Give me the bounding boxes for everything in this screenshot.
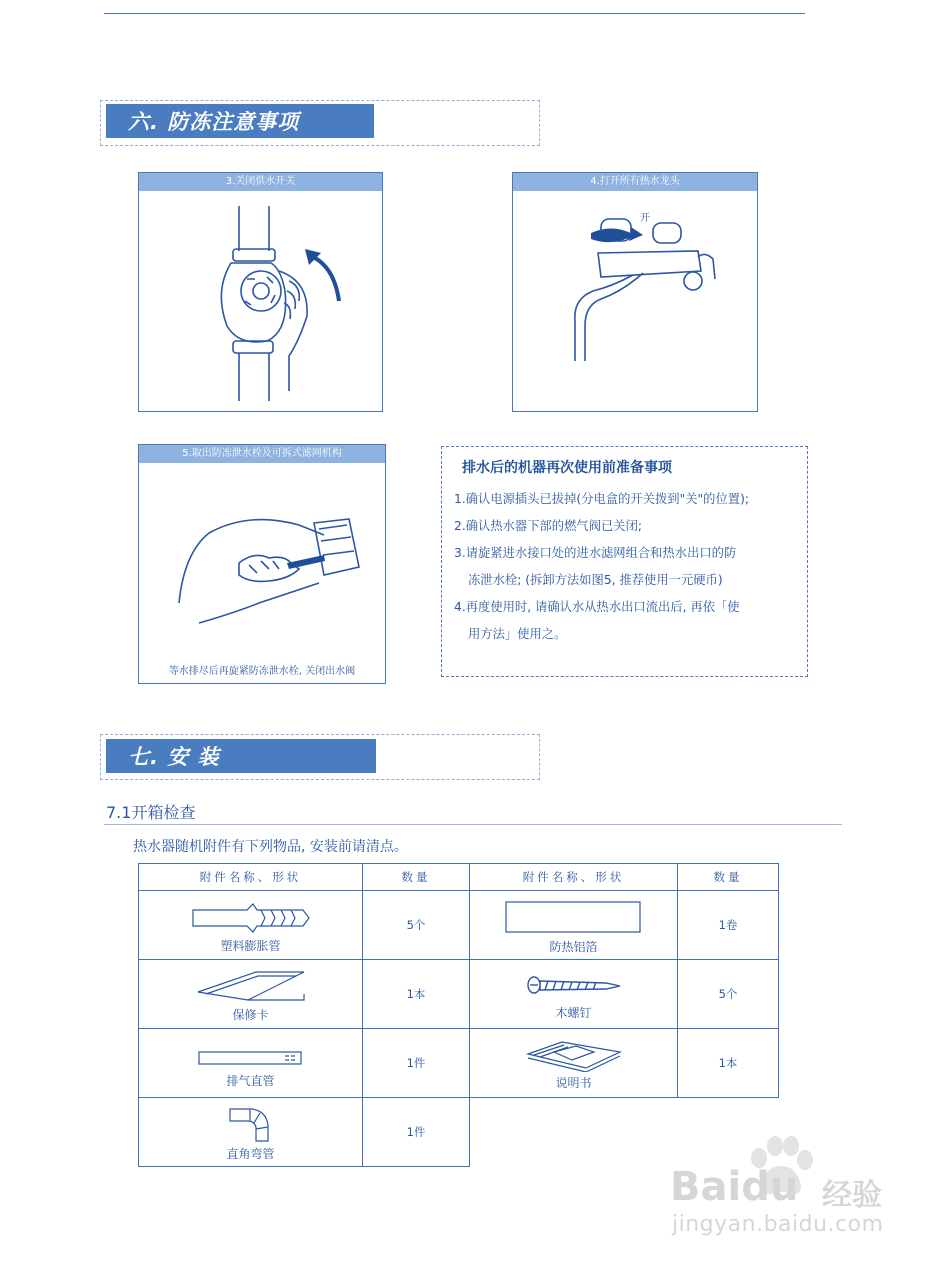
- subsection-rule: [104, 824, 842, 825]
- item-qty: 1本: [678, 1029, 779, 1098]
- item-name: 木螺钉: [555, 1005, 592, 1020]
- top-rule: [104, 13, 805, 14]
- header-qty-right: 数量: [678, 864, 779, 891]
- item-cell: [470, 891, 678, 960]
- table-row: [139, 891, 779, 960]
- notes-line-3: 3.请旋紧进水接口处的进水滤网组合和热水出口的防: [454, 546, 737, 560]
- panel-open-hot-taps: [512, 172, 758, 412]
- open-label: 开: [640, 213, 650, 224]
- watermark-url: jingyan.baidu.com: [672, 1212, 884, 1237]
- panel-caption: 4.打开所有热水龙头: [513, 173, 757, 191]
- panel-remove-drain-plug: [138, 444, 386, 684]
- manual-book-icon: [524, 1040, 624, 1072]
- panel-caption: 3.关闭供水开关: [139, 173, 382, 191]
- notes-line-4-cont: 用方法」使用之。: [468, 627, 567, 641]
- intro-text: 热水器随机附件有下列物品, 安装前请清点。: [133, 839, 408, 855]
- section-seven-title: 七. 安 装: [106, 739, 376, 773]
- table-row: [139, 1098, 779, 1167]
- item-qty: 1件: [363, 1098, 470, 1167]
- item-name: 说明书: [555, 1075, 592, 1090]
- section-six-title: 六. 防冻注意事项: [106, 104, 374, 138]
- item-name: 直角弯管: [226, 1146, 275, 1161]
- panel-close-water-valve: [138, 172, 383, 412]
- item-cell: [139, 1098, 363, 1167]
- item-qty: 5个: [363, 891, 470, 960]
- header-qty-left: 数量: [363, 864, 470, 891]
- item-cell: [470, 960, 678, 1029]
- notes-line-1: 1.确认电源插头已拔掉(分电盒的开关拨到"关"的位置);: [454, 492, 750, 506]
- item-cell: [139, 960, 363, 1029]
- table-row: [139, 960, 779, 1029]
- faucet-illustration: [513, 191, 759, 411]
- table-header-row: [139, 864, 779, 891]
- expansion-tube-icon: [191, 901, 311, 935]
- item-name: 防热铝箔: [549, 939, 598, 954]
- aluminum-foil-icon: [504, 900, 644, 936]
- item-cell: [139, 891, 363, 960]
- subsection-title: 7.1开箱检查: [106, 803, 196, 822]
- header-name-right: 附件名称、形状: [470, 864, 678, 891]
- reuse-preparation-notes: [441, 446, 808, 677]
- valve-hand-illustration: [139, 191, 384, 411]
- item-qty: 1本: [363, 960, 470, 1029]
- item-cell: [470, 1029, 678, 1098]
- item-name: 塑料膨胀管: [220, 938, 281, 953]
- watermark-brand: Baidu: [670, 1164, 799, 1210]
- drain-plug-illustration: [139, 463, 387, 653]
- item-cell: [139, 1029, 363, 1098]
- item-qty: 5个: [678, 960, 779, 1029]
- panel-footer-note: 等水排尽后再旋紧防冻泄水栓, 关闭出水阀: [168, 666, 356, 677]
- item-name: 保修卡: [232, 1007, 269, 1022]
- wood-screw-icon: [526, 972, 622, 1002]
- exhaust-pipe-icon: [197, 1046, 305, 1070]
- notes-title: 排水后的机器再次使用前准备事项: [462, 460, 672, 476]
- notes-line-3-cont: 冻泄水栓; (拆卸方法如图5, 推荐使用一元硬币): [468, 573, 723, 587]
- item-qty: 1卷: [678, 891, 779, 960]
- accessories-table: [138, 863, 779, 1167]
- item-name: 排气直管: [226, 1073, 275, 1088]
- elbow-pipe-icon: [226, 1105, 276, 1143]
- watermark-brand-cn: 经验: [822, 1178, 882, 1213]
- empty-cell: [470, 1098, 678, 1167]
- warranty-card-icon: [196, 970, 306, 1004]
- item-qty: 1件: [363, 1029, 470, 1098]
- header-name-left: 附件名称、形状: [139, 864, 363, 891]
- table-row: [139, 1029, 779, 1098]
- notes-line-2: 2.确认热水器下部的燃气阀已关闭;: [454, 519, 643, 533]
- notes-line-4: 4.再度使用时, 请确认水从热水出口流出后, 再依「使: [454, 600, 740, 614]
- panel-caption: 5.取出防冻泄水栓及可拆式滤网机构: [139, 445, 385, 463]
